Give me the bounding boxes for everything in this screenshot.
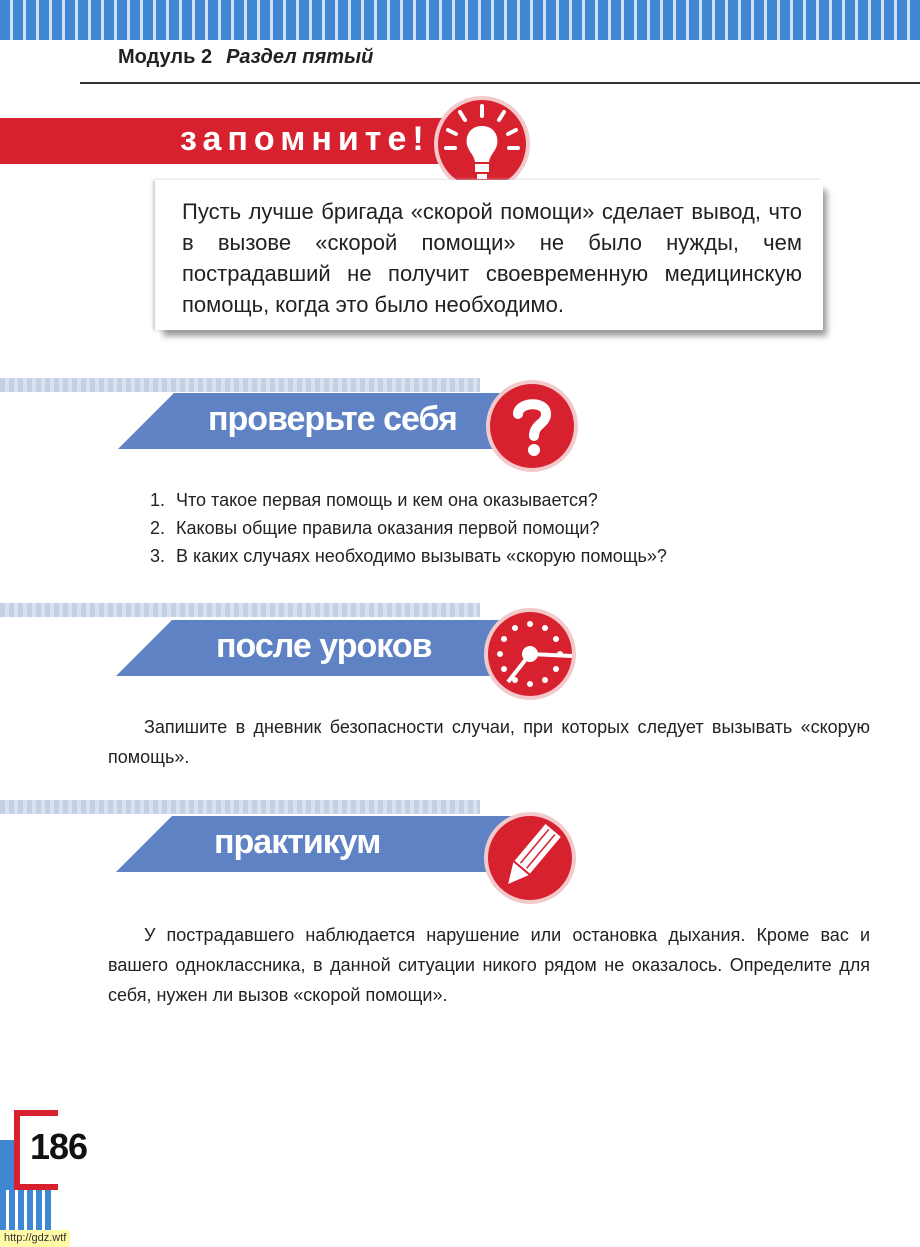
after-title: после уроков [216, 627, 432, 665]
list-item: 2. Каковы общие правила оказания первой помощи? [150, 518, 600, 538]
question-list [150, 486, 790, 570]
after-text: Запишите в дневник безопасности случаи, при которых следует вызывать «скорую помощь». [108, 717, 870, 767]
lightbulb-icon [438, 100, 526, 188]
top-decorative-stripes [0, 0, 920, 40]
question-mark-icon [490, 384, 574, 468]
check-title: проверьте себя [208, 400, 457, 438]
watermark: http://gdz.wtf [0, 1230, 70, 1247]
practice-text: У пострадавшего наблюдается нарушение или остановка дыхания. Кроме вас и вашего одноклассника, в данной ситуации никого рядом не оказалось. Определите для себя, нужен ли вызов «скорой помощи». [108, 925, 870, 1005]
remember-text: Пусть лучше бригада «скорой помощи» сделает вывод, что в вызове «скорой помощи» не было нужды, чем пострадавший не получит своевременную медицинскую помощь, когда это было необходимо. [182, 199, 802, 317]
practice-badge [484, 812, 576, 904]
remember-title: запомните! [180, 120, 430, 158]
module-label: Модуль 2 [118, 46, 213, 68]
remember-badge [434, 96, 530, 192]
practice-title: практикум [214, 823, 381, 861]
check-badge [486, 380, 578, 472]
after-ribbon-shadow [0, 603, 480, 617]
clock-icon [488, 612, 572, 696]
check-ribbon-shadow [0, 378, 480, 392]
practice-ribbon-shadow [0, 800, 480, 814]
page-number: 186 [30, 1126, 88, 1167]
after-badge [484, 608, 576, 700]
list-item: 3. В каких случаях необходимо вызывать «скорую помощь»? [150, 546, 667, 566]
running-header [118, 46, 373, 69]
section-label: Раздел пятый [226, 46, 374, 68]
pencil-icon [488, 816, 572, 900]
bottom-decorative-stripes [0, 1190, 52, 1230]
list-item: 1. Что такое первая помощь и кем она оказывается? [150, 490, 598, 510]
